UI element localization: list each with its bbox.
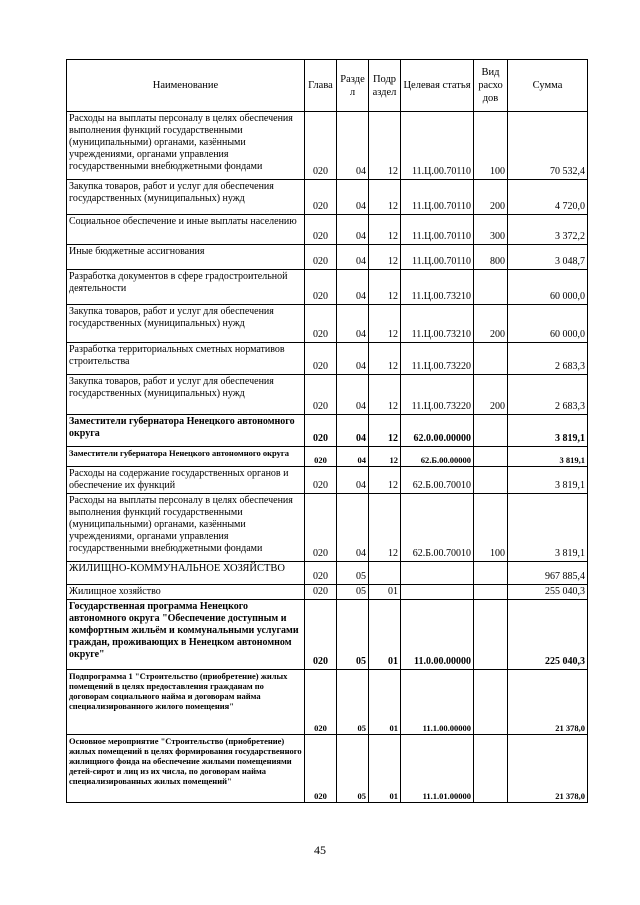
cell-sum: 3 819,1 xyxy=(508,467,588,494)
cell-exptype xyxy=(474,270,508,305)
cell-sum: 2 683,3 xyxy=(508,343,588,375)
cell-target: 11.1.00.00000 xyxy=(401,670,474,735)
cell-chapter: 020 xyxy=(305,447,337,467)
cell-name: Разработка территориальных сметных нормативов строительства xyxy=(67,343,305,375)
cell-exptype: 200 xyxy=(474,375,508,415)
cell-name: Расходы на выплаты персоналу в целях обеспечения выполнения функций государственными (муниципальными) органами, казёнными учреждениями, органами управления государственными внебюджетными фондами xyxy=(67,494,305,562)
cell-name: Разработка документов в сфере градостроительной деятельности xyxy=(67,270,305,305)
header-subsection: Подр аздел xyxy=(369,60,401,112)
header-chapter: Глава xyxy=(305,60,337,112)
cell-chapter: 020 xyxy=(305,180,337,215)
cell-name: ЖИЛИЩНО-КОММУНАЛЬНОЕ ХОЗЯЙСТВО xyxy=(67,562,305,585)
cell-chapter: 020 xyxy=(305,112,337,180)
table-row xyxy=(67,343,588,375)
cell-section: 05 xyxy=(337,562,369,585)
cell-sum: 60 000,0 xyxy=(508,305,588,343)
page-number: 45 xyxy=(314,843,326,857)
cell-subsection: 01 xyxy=(369,735,401,803)
table-row xyxy=(67,670,588,735)
table-row xyxy=(67,375,588,415)
cell-target: 11.Ц.00.73210 xyxy=(401,270,474,305)
cell-chapter: 020 xyxy=(305,494,337,562)
cell-target: 11.0.00.00000 xyxy=(401,600,474,670)
header-name: Наименование xyxy=(67,60,305,112)
cell-sum: 21 378,0 xyxy=(508,735,588,803)
cell-name: Расходы на содержание государственных органов и обеспечение их функций xyxy=(67,467,305,494)
cell-subsection: 12 xyxy=(369,245,401,270)
cell-exptype: 300 xyxy=(474,215,508,245)
cell-chapter: 020 xyxy=(305,735,337,803)
cell-sum: 225 040,3 xyxy=(508,600,588,670)
cell-target: 11.Ц.00.73220 xyxy=(401,343,474,375)
cell-target xyxy=(401,562,474,585)
cell-chapter: 020 xyxy=(305,343,337,375)
table-row xyxy=(67,467,588,494)
cell-exptype: 100 xyxy=(474,112,508,180)
cell-subsection xyxy=(369,562,401,585)
cell-name: Основное мероприятие "Строительство (приобретение) жилых помещений в целях формирования государственного жилищного фонда на обеспечение жилыми помещениями детей-сирот и лиц из их числа, по договорам найма специализированных жилых помещений" xyxy=(67,735,305,803)
table-row xyxy=(67,215,588,245)
cell-exptype xyxy=(474,600,508,670)
cell-sum: 60 000,0 xyxy=(508,270,588,305)
cell-name: Подпрограмма 1 "Строительство (приобретение) жилых помещений в целях предоставления гражданам по договорам социального найма и договорам найма специализированного жилого помещения" xyxy=(67,670,305,735)
cell-subsection: 12 xyxy=(369,447,401,467)
cell-section: 04 xyxy=(337,467,369,494)
table-row xyxy=(67,494,588,562)
table-body xyxy=(67,112,588,803)
cell-section: 04 xyxy=(337,305,369,343)
cell-section: 04 xyxy=(337,415,369,447)
cell-sum: 3 372,2 xyxy=(508,215,588,245)
cell-sum: 21 378,0 xyxy=(508,670,588,735)
cell-sum: 70 532,4 xyxy=(508,112,588,180)
cell-target: 62.0.00.00000 xyxy=(401,415,474,447)
cell-name: Заместители губернатора Ненецкого автономного округа xyxy=(67,447,305,467)
cell-name: Закупка товаров, работ и услуг для обеспечения государственных (муниципальных) нужд xyxy=(67,305,305,343)
cell-chapter: 020 xyxy=(305,562,337,585)
cell-subsection: 12 xyxy=(369,305,401,343)
cell-section: 04 xyxy=(337,270,369,305)
cell-subsection: 12 xyxy=(369,375,401,415)
cell-name: Расходы на выплаты персоналу в целях обеспечения выполнения функций государственными (муниципальными) органами, казёнными учреждениями, органами управления государственными внебюджетными фондами xyxy=(67,112,305,180)
cell-exptype: 200 xyxy=(474,305,508,343)
cell-subsection: 12 xyxy=(369,112,401,180)
cell-section: 04 xyxy=(337,343,369,375)
cell-subsection: 12 xyxy=(369,467,401,494)
cell-subsection: 12 xyxy=(369,215,401,245)
header-sum: Сумма xyxy=(508,60,588,112)
cell-section: 04 xyxy=(337,112,369,180)
cell-target: 11.Ц.00.73210 xyxy=(401,305,474,343)
cell-section: 04 xyxy=(337,215,369,245)
table-row xyxy=(67,735,588,803)
cell-name: Заместители губернатора Ненецкого автономного округа xyxy=(67,415,305,447)
cell-subsection: 12 xyxy=(369,343,401,375)
cell-target: 62.Б.00.00000 xyxy=(401,447,474,467)
cell-chapter: 020 xyxy=(305,215,337,245)
cell-chapter: 020 xyxy=(305,375,337,415)
cell-name: Иные бюджетные ассигнования xyxy=(67,245,305,270)
cell-sum: 3 819,1 xyxy=(508,447,588,467)
cell-subsection: 01 xyxy=(369,670,401,735)
header-section: Разде л xyxy=(337,60,369,112)
cell-sum: 3 048,7 xyxy=(508,245,588,270)
header-exptype: Вид расхо дов xyxy=(474,60,508,112)
table-row xyxy=(67,270,588,305)
cell-name: Закупка товаров, работ и услуг для обеспечения государственных (муниципальных) нужд xyxy=(67,375,305,415)
cell-chapter: 020 xyxy=(305,270,337,305)
cell-exptype xyxy=(474,735,508,803)
cell-chapter: 020 xyxy=(305,467,337,494)
cell-exptype: 800 xyxy=(474,245,508,270)
cell-section: 04 xyxy=(337,180,369,215)
cell-sum: 3 819,1 xyxy=(508,415,588,447)
cell-target: 11.Ц.00.70110 xyxy=(401,180,474,215)
cell-target: 62.Б.00.70010 xyxy=(401,467,474,494)
cell-section: 05 xyxy=(337,735,369,803)
cell-subsection: 12 xyxy=(369,180,401,215)
table-row xyxy=(67,112,588,180)
cell-chapter: 020 xyxy=(305,600,337,670)
cell-exptype xyxy=(474,467,508,494)
table-row xyxy=(67,600,588,670)
cell-target: 11.1.01.00000 xyxy=(401,735,474,803)
table-row xyxy=(67,180,588,215)
table-row xyxy=(67,245,588,270)
header-row xyxy=(67,60,588,112)
cell-subsection: 12 xyxy=(369,415,401,447)
cell-chapter: 020 xyxy=(305,245,337,270)
table-row xyxy=(67,415,588,447)
table-row xyxy=(67,585,588,600)
cell-target: 62.Б.00.70010 xyxy=(401,494,474,562)
cell-exptype xyxy=(474,343,508,375)
cell-exptype xyxy=(474,415,508,447)
cell-target xyxy=(401,585,474,600)
cell-section: 04 xyxy=(337,375,369,415)
table-row xyxy=(67,562,588,585)
cell-name: Жилищное хозяйство xyxy=(67,585,305,600)
cell-subsection: 12 xyxy=(369,270,401,305)
cell-section: 05 xyxy=(337,585,369,600)
cell-sum: 4 720,0 xyxy=(508,180,588,215)
cell-subsection: 01 xyxy=(369,585,401,600)
cell-exptype xyxy=(474,670,508,735)
cell-exptype: 200 xyxy=(474,180,508,215)
cell-section: 04 xyxy=(337,245,369,270)
cell-chapter: 020 xyxy=(305,305,337,343)
cell-chapter: 020 xyxy=(305,415,337,447)
budget-table xyxy=(66,59,588,803)
header-target: Целевая статья xyxy=(401,60,474,112)
cell-subsection: 12 xyxy=(369,494,401,562)
cell-chapter: 020 xyxy=(305,670,337,735)
cell-target: 11.Ц.00.70110 xyxy=(401,112,474,180)
cell-sum: 967 885,4 xyxy=(508,562,588,585)
cell-section: 04 xyxy=(337,494,369,562)
table-row xyxy=(67,447,588,467)
cell-target: 11.Ц.00.70110 xyxy=(401,215,474,245)
cell-chapter: 020 xyxy=(305,585,337,600)
cell-name: Социальное обеспечение и иные выплаты населению xyxy=(67,215,305,245)
cell-section: 05 xyxy=(337,600,369,670)
cell-section: 04 xyxy=(337,447,369,467)
cell-target: 11.Ц.00.73220 xyxy=(401,375,474,415)
cell-exptype xyxy=(474,585,508,600)
cell-sum: 2 683,3 xyxy=(508,375,588,415)
cell-sum: 3 819,1 xyxy=(508,494,588,562)
cell-section: 05 xyxy=(337,670,369,735)
cell-exptype xyxy=(474,447,508,467)
table-row xyxy=(67,305,588,343)
cell-exptype xyxy=(474,562,508,585)
cell-exptype: 100 xyxy=(474,494,508,562)
cell-target: 11.Ц.00.70110 xyxy=(401,245,474,270)
cell-sum: 255 040,3 xyxy=(508,585,588,600)
cell-name: Закупка товаров, работ и услуг для обеспечения государственных (муниципальных) нужд xyxy=(67,180,305,215)
cell-name: Государственная программа Ненецкого автономного округа "Обеспечение доступным и комфортным жильём и коммунальными услугами граждан, проживающих в Ненецком автономном округе" xyxy=(67,600,305,670)
cell-subsection: 01 xyxy=(369,600,401,670)
